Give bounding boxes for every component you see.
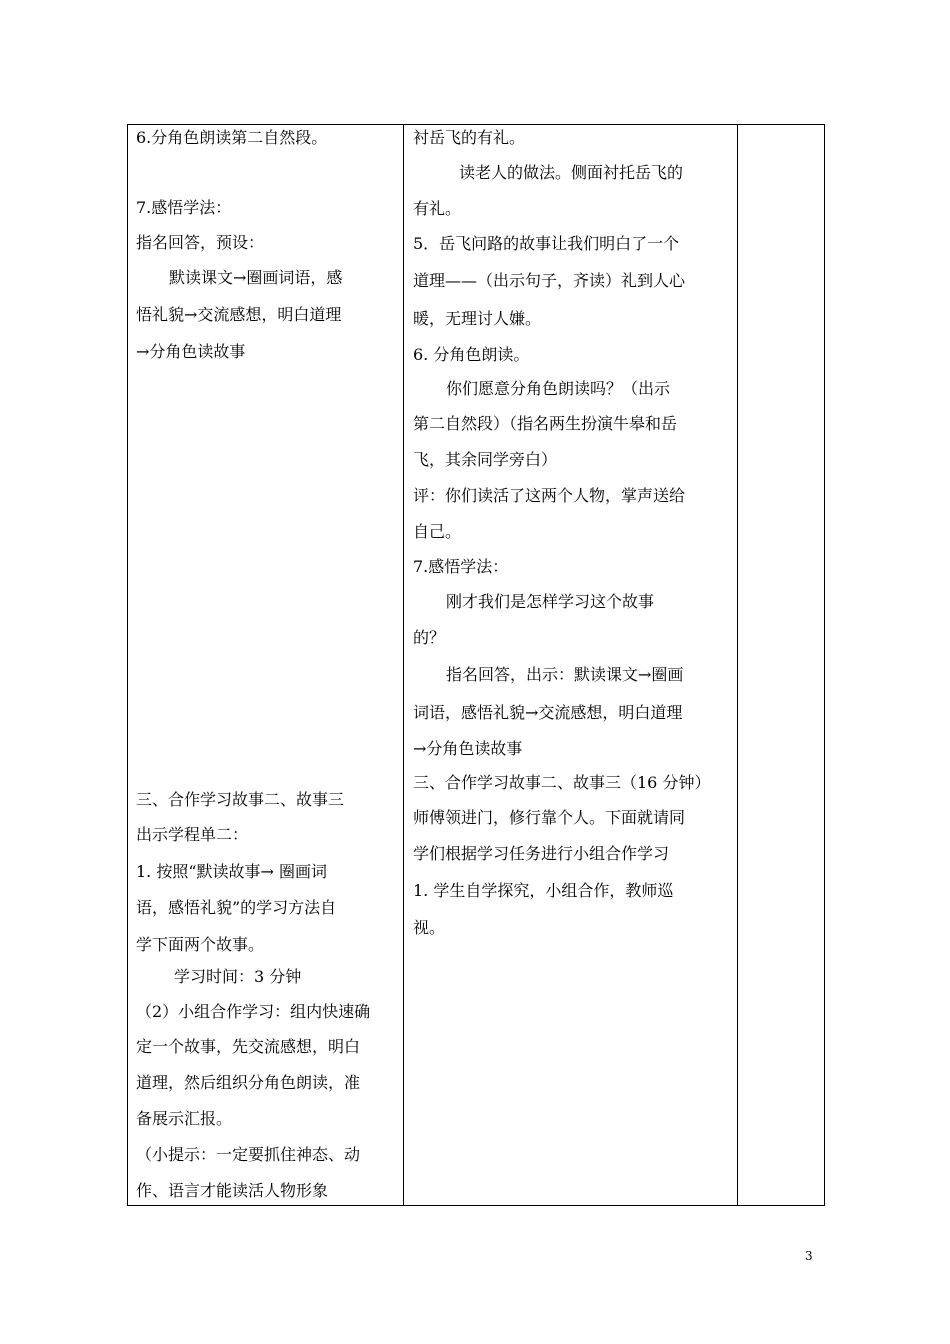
column-divider-1 bbox=[403, 125, 404, 1205]
left-line: 悟礼貌→交流感想，明白道理 bbox=[136, 305, 342, 324]
right-line: 6. 分角色朗读。 bbox=[413, 345, 530, 364]
left-line: 学习时间：3 分钟 bbox=[174, 967, 302, 986]
right-line: →分角色读故事 bbox=[413, 739, 523, 758]
right-line: 学们根据学习任务进行小组合作学习 bbox=[413, 844, 670, 863]
right-line: 暖，无理讨人嫌。 bbox=[413, 309, 542, 328]
right-line: 自己。 bbox=[413, 522, 462, 541]
right-line: 刚才我们是怎样学习这个故事 bbox=[446, 592, 655, 611]
left-line: 1. 按照“默读故事→ 圈画词 bbox=[136, 862, 328, 881]
left-line: 语，感悟礼貌”的学习方法自 bbox=[136, 898, 337, 917]
right-line: 飞，其余同学旁白） bbox=[413, 450, 558, 469]
page-number: 3 bbox=[805, 1249, 813, 1263]
left-line: （小提示：一定要抓住神态、动 bbox=[136, 1145, 361, 1164]
left-line: 备展示汇报。 bbox=[136, 1109, 233, 1128]
student-activity-column bbox=[136, 125, 398, 1205]
left-line: 作、语言才能读活人物形象 bbox=[136, 1181, 329, 1200]
right-line: 第二自然段）（指名两生扮演牛皋和岳 bbox=[413, 414, 678, 433]
right-line: 词语，感悟礼貌→交流感想，明白道理 bbox=[413, 703, 683, 722]
left-line: 出示学程单二： bbox=[136, 825, 249, 844]
right-line: 衬岳飞的有礼。 bbox=[413, 128, 526, 147]
right-line: 评：你们读活了这两个人物，掌声送给 bbox=[413, 486, 686, 505]
left-line: 指名回答，预设： bbox=[136, 233, 265, 252]
right-line: 视。 bbox=[413, 918, 446, 937]
lesson-plan-table bbox=[127, 124, 825, 1206]
right-line: 5．岳飞问路的故事让我们明白了一个 bbox=[413, 234, 680, 253]
left-line: 7.感悟学法： bbox=[136, 198, 232, 217]
left-line: 学下面两个故事。 bbox=[136, 935, 265, 954]
right-line: 道理——（出示句子，齐读）礼到人心 bbox=[413, 271, 686, 290]
left-line: 6.分角色朗读第二自然段。 bbox=[136, 128, 328, 147]
teacher-activity-column bbox=[413, 125, 731, 1205]
right-line: 的？ bbox=[413, 628, 446, 647]
right-line: 7.感悟学法： bbox=[413, 557, 509, 576]
left-line: →分角色读故事 bbox=[136, 342, 246, 361]
right-line: 1. 学生自学探究，小组合作，教师巡 bbox=[413, 881, 674, 900]
right-line: 你们愿意分角色朗读吗？（出示 bbox=[446, 379, 671, 398]
right-line: 三、合作学习故事二、故事三（16 分钟） bbox=[413, 773, 711, 792]
left-line: （2）小组合作学习：组内快速确 bbox=[136, 1002, 371, 1021]
right-line: 有礼。 bbox=[413, 199, 462, 218]
left-line: 道理，然后组织分角色朗读，准 bbox=[136, 1073, 361, 1092]
right-line: 师傅领进门，修行靠个人。下面就请同 bbox=[413, 808, 686, 827]
notes-column bbox=[738, 125, 824, 1205]
right-line: 读老人的做法。侧面衬托岳飞的 bbox=[459, 163, 684, 182]
left-line: 默读课文→圈画词语，感 bbox=[169, 268, 343, 287]
left-line: 三、合作学习故事二、故事三 bbox=[136, 790, 345, 809]
right-line: 指名回答，出示：默读课文→圈画 bbox=[446, 665, 684, 684]
left-line: 定一个故事，先交流感想，明白 bbox=[136, 1037, 361, 1056]
